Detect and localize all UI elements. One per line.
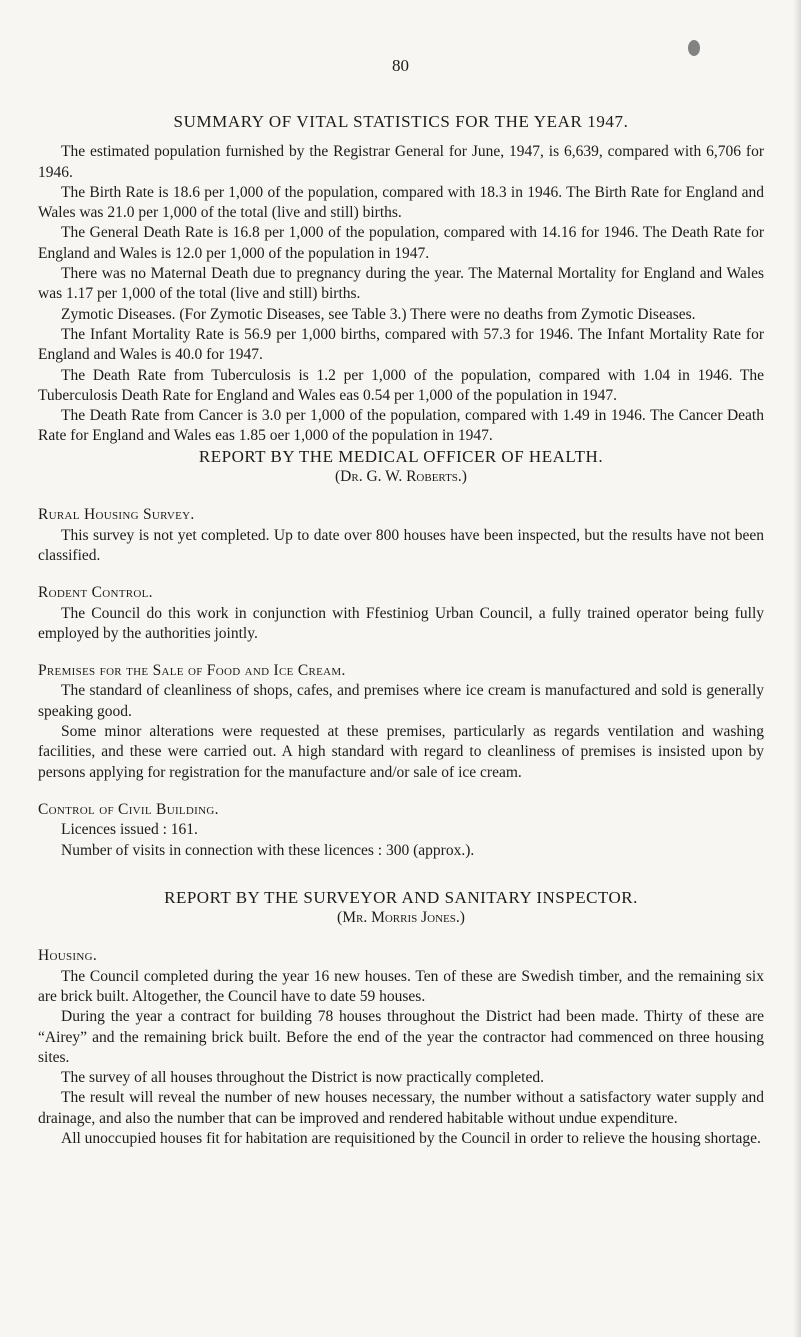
paragraph-housing-2: During the year a contract for building 78 houses throughout the District had been made. Thirty of these are “Airey” and the remaining brick built. Before the end of the year the contractor had commenced on three housing sites. (38, 1008, 764, 1066)
heading-rural-housing: Rural Housing Survey. (38, 506, 195, 524)
moh-report-author: (Dr. G. W. Roberts.) (335, 468, 467, 486)
paragraph-tuberculosis: The Death Rate from Tuberculosis is 1.2 per 1,000 of the population, compared with 1.04 in 1946. The Tuberculosis Death Rate for England and Wales eas 0.54 per 1,000 of the population in 1947. (38, 366, 764, 404)
heading-civil-building: Control of Civil Building. (38, 800, 219, 818)
paragraph-rodent-control: The Council do this work in conjunction with Ffestiniog Urban Council, a fully trained operator being fully employed by the authorities jointly. (38, 604, 764, 642)
paragraph-rural-housing: This survey is not yet completed. Up to date over 800 houses have been inspected, but the results have not been classified. (38, 526, 764, 564)
paragraph-infant-mortality: The Infant Mortality Rate is 56.9 per 1,000 births, compared with 57.3 for 1946. The Infant Mortality Rate for England and Wales is 40.0 for 1947. (38, 325, 764, 364)
paragraph-housing-1: The Council completed during the year 16 new houses. Ten of these are Swedish timber, and the remaining six are brick built. Altogether, the Council have to date 59 houses. (38, 967, 764, 1005)
paragraph-maternal: There was no Maternal Death due to pregnancy during the year. The Maternal Mortality for England and Wales was 1.17 per 1,000 of the total (live and still) births. (38, 265, 764, 303)
surveyor-report-title: REPORT BY THE SURVEYOR AND SANITARY INSPECTOR. (164, 887, 638, 907)
heading-rodent-control: Rodent Control. (38, 584, 153, 602)
surveyor-report-author: (Mr. Morris Jones.) (337, 909, 465, 927)
paragraph-food-premises-1: The standard of cleanliness of shops, cafes, and premises where ice cream is manufactured and sold is generally speaking good. (38, 682, 764, 720)
summary-title: SUMMARY OF VITAL STATISTICS FOR THE YEAR 1947. (173, 112, 629, 131)
page-edge-shadow (793, 0, 801, 1337)
paragraph-zymotic: Zymotic Diseases. (For Zymotic Diseases, see Table 3.) There were no deaths from Zymotic Diseases. (61, 305, 696, 323)
paragraph-birth-rate: The Birth Rate is 18.6 per 1,000 of the population, compared with 18.3 in 1946. The Birth Rate for England and Wales was 21.0 per 1,000 of the total (live and still) births. (38, 183, 764, 222)
paragraph-housing-4: The result will reveal the number of new houses necessary, the number without a satisfactory water supply and drainage, and also the number that can be improved and rendered habitable without undue expenditure. (38, 1089, 764, 1127)
paragraph-housing-5: All unoccupied houses fit for habitation are requisitioned by the Council in order to relieve the housing shortage. (61, 1130, 761, 1148)
moh-report-title: REPORT BY THE MEDICAL OFFICER OF HEALTH. (198, 446, 604, 466)
paragraph-housing-3: The survey of all houses throughout the District is now practically completed. (61, 1069, 544, 1087)
paragraph-food-premises-2: Some minor alterations were requested at these premises, particularly as regards ventilation and washing facilities, and these were carried out. A high standard with regard to cleanliness of premises is insisted upon by persons applying for registration for the manufacture and/or sale of ice cream. (38, 723, 764, 781)
heading-food-premises: Premises for the Sale of Food and Ice Cream. (38, 662, 346, 680)
heading-housing: Housing. (38, 947, 98, 965)
paragraph-licences-issued: Licences issued : 161. (61, 821, 198, 839)
paragraph-cancer: The Death Rate from Cancer is 3.0 per 1,000 of the population, compared with 1.49 in 1946. The Cancer Death Rate for England and Wales eas 1.85 oer 1,000 of the population in 1947. (38, 407, 764, 445)
paragraph-licence-visits: Number of visits in connection with these licences : 300 (approx.). (61, 841, 475, 859)
paragraph-population: The estimated population furnished by the Registrar General for June, 1947, is 6,639, compared with 6,706 for 1946. (38, 143, 764, 181)
page-content (38, 112, 764, 1149)
ink-smudge (688, 40, 700, 56)
page-number: 80 (392, 56, 409, 75)
paragraph-death-rate: The General Death Rate is 16.8 per 1,000 of the population, compared with 14.16 for 1946. The Death Rate for England and Wales is 12.0 per 1,000 of the population in 1947. (38, 224, 764, 262)
